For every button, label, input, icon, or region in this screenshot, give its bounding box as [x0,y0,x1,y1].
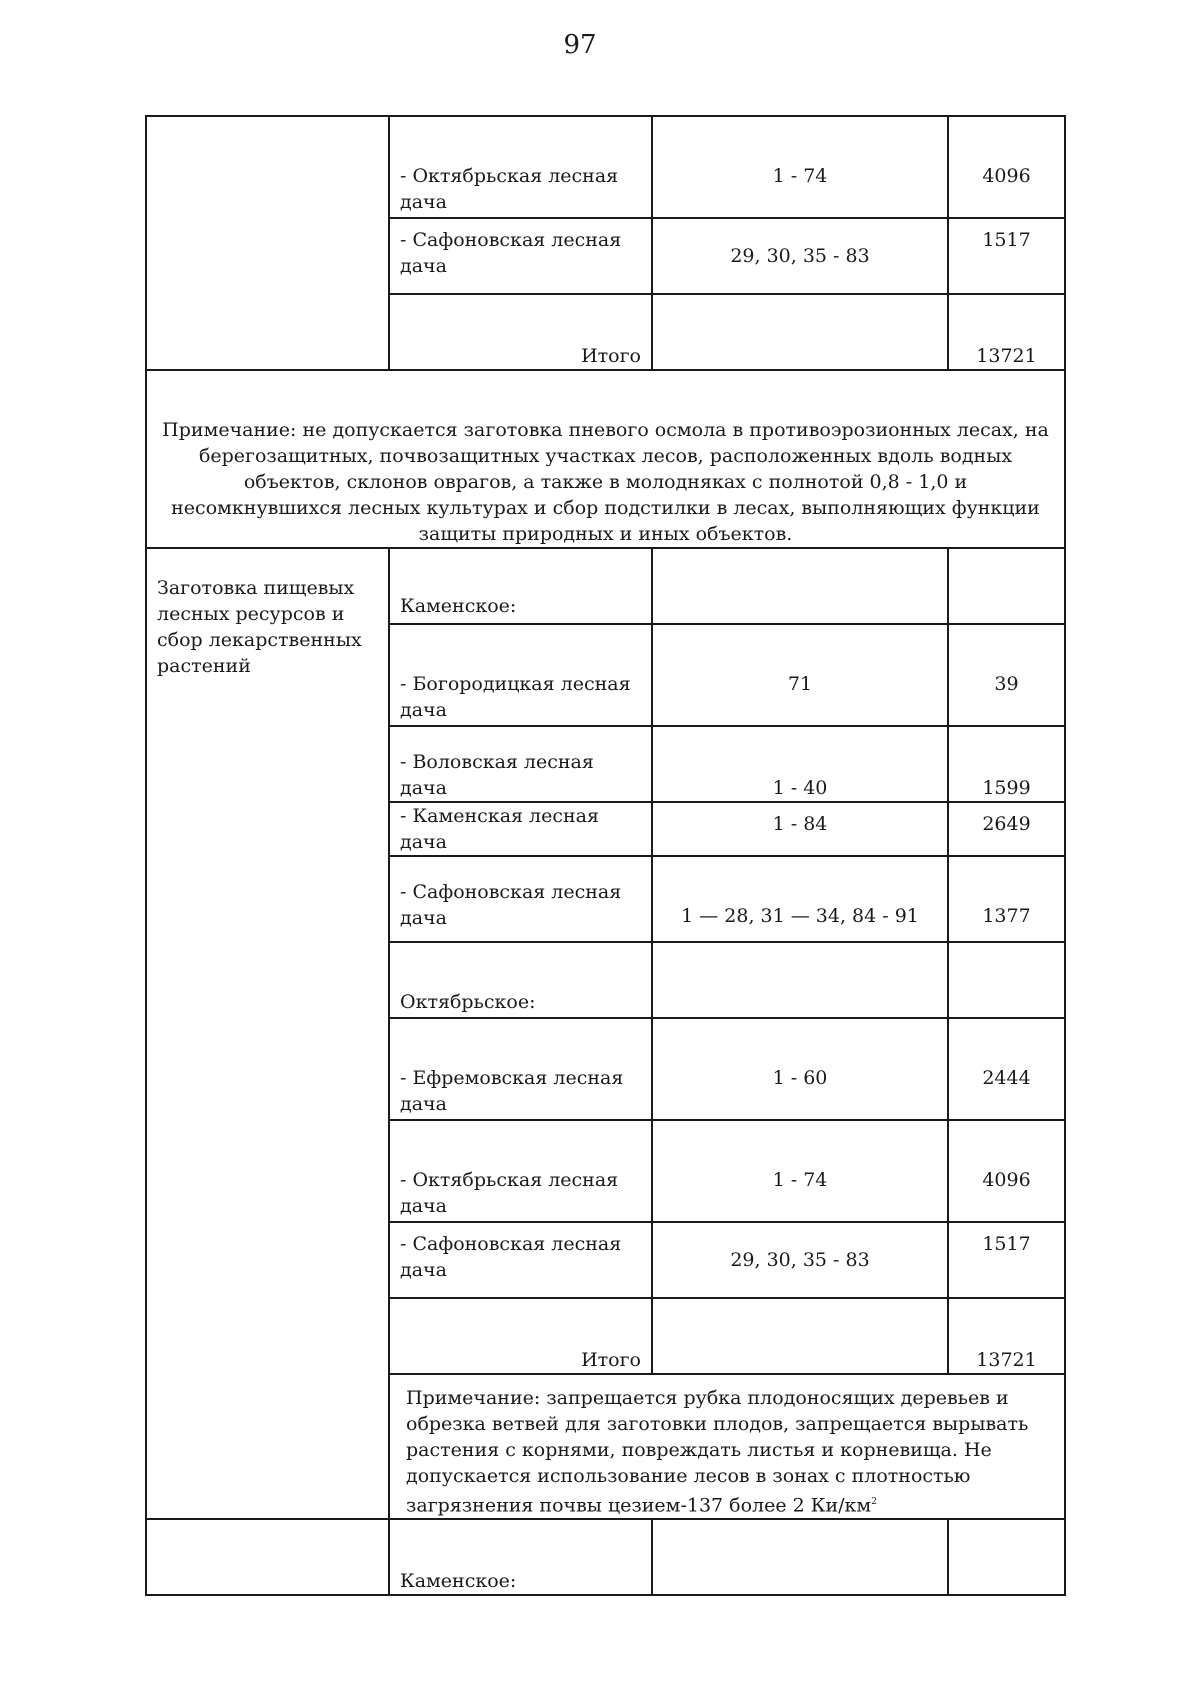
forest-area-name: - Октябрьская лесная дача [400,1169,619,1217]
forest-area-name: - Воловская лесная дача [400,751,594,799]
table-row [146,548,1065,624]
area-value: 4096 [982,165,1031,187]
table-row [146,116,1065,218]
group-label: Каменское: [400,1570,517,1593]
total-label: Итого [581,345,641,367]
area-value: 2444 [982,1067,1031,1089]
forest-use-table [145,115,1066,1596]
forest-area-name: - Ефремовская лесная дача [400,1067,624,1115]
quarters-value: 1 — 28, 31 — 34, 84 - 91 [681,905,919,927]
area-value: 1599 [982,777,1031,799]
note-text: Примечание: не допускается заготовка пневого осмола в противоэрозионных лесах, на берегозащитных, почвозащитных участках лесов, расположенных вдоль водных объектов, склонов оврагов, а также в молодняках с полнотой 0,8 - 1,0 и несомкнувшихся лесных культурах и сбор подстилки в лесах, выполняющих функции защиты природных и иных объектов. [146,370,1065,548]
total-value: 13721 [976,1349,1037,1371]
area-value: 1517 [982,229,1031,251]
forest-area-name: - Октябрьская лесная дача [400,165,619,213]
quarters-value: 1 - 74 [772,1169,828,1191]
note-row [146,370,1065,548]
quarters-value: 1 - 74 [772,165,828,187]
total-label: Итого [581,1349,641,1371]
note-text: Примечание: запрещается рубка плодоносящих деревьев и обрезка ветвей для заготовки плодов, запрещается вырывать растения с корнями, повреждать листья и корневища. Не допускается использование лесов в зонах с плотностью загрязнения почвы цезием-137 более 2 Ки/км [406,1387,1029,1517]
forest-area-name: - Каменская лесная дача [400,805,599,853]
area-value: 1377 [982,905,1031,927]
note-superscript: 2 [871,1497,877,1507]
table-row [146,1519,1065,1595]
quarters-value: 71 [787,673,813,695]
forest-area-name: - Сафоновская лесная дача [400,229,622,277]
quarters-value: 1 - 60 [772,1067,828,1089]
area-value: 39 [994,673,1019,695]
area-value: 4096 [982,1169,1031,1191]
group-label: Октябрьское: [400,991,536,1013]
quarters-value: 1 - 40 [772,777,828,799]
forest-area-name: - Сафоновская лесная дача [400,1233,622,1281]
area-value: 2649 [982,813,1031,835]
quarters-value: 29, 30, 35 - 83 [730,1249,870,1271]
area-value: 1517 [982,1233,1031,1255]
total-value: 13721 [976,345,1037,367]
quarters-value: 1 - 84 [772,813,828,835]
activity-cell-empty [146,116,389,370]
group-label: Каменское: [400,595,517,617]
forest-area-name: - Богородицкая лесная дача [400,673,631,721]
page-number: 97 [563,30,597,60]
forest-area-name: - Сафоновская лесная дача [400,881,622,929]
quarters-value: 29, 30, 35 - 83 [730,245,870,267]
activity-label: Заготовка пищевых лесных ресурсов и сбор лекарственных растений [146,548,389,1519]
